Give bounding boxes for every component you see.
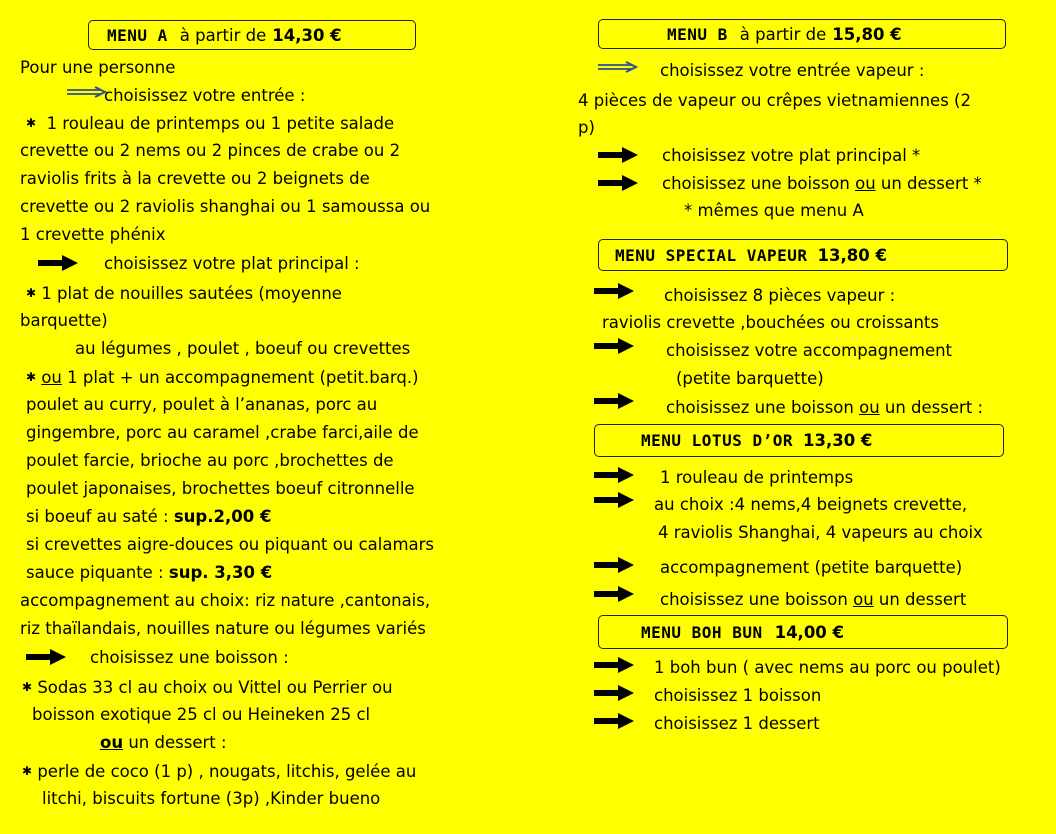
right-arrow-icon [594, 657, 634, 673]
menu-a-plat-line: poulet japonaises, brochettes boeuf citronnelle [26, 479, 415, 498]
menu-b-plat-step: choisissez votre plat principal * [662, 146, 921, 165]
menu-bohbun-item: choisissez 1 boisson [654, 686, 822, 705]
menu-lotus-item: accompagnement (petite barquette) [660, 558, 963, 577]
menu-a-supplement-price: sup.2,00 € [173, 507, 272, 526]
menu-lotus-item: au choix :4 nems,4 beignets crevette, [654, 495, 968, 514]
menu-a-dessert-line: perle de coco (1 p) , nougats, litchis, gelée au [37, 762, 417, 781]
menu-lotus-item: un dessert [873, 590, 967, 609]
menu-a-plat-ou: ou [41, 368, 62, 387]
menu-b-entree-step: choisissez votre entrée vapeur : [660, 61, 925, 80]
right-arrow-icon [594, 492, 634, 508]
menu-lotus-price: 13,30 € [803, 431, 873, 450]
menu-bohbun-price: 14,00 € [774, 622, 845, 642]
menu-a-plat-line: au légumes , poulet , boeuf ou crevettes [75, 339, 411, 358]
asterisk-bullet-icon: ✱ [22, 764, 33, 778]
menu-a-header [88, 20, 416, 50]
menu-a-accomp-line: accompagnement au choix: riz nature ,cantonais, [20, 591, 431, 610]
menu-vapeur-step: choisissez votre accompagnement [666, 341, 953, 360]
menu-b-note: * mêmes que menu A [684, 201, 864, 220]
menu-b-boisson-ou: ou [855, 174, 876, 193]
right-arrow-icon [594, 586, 634, 602]
right-arrow-icon [594, 338, 634, 354]
menu-bohbun-title: MENU BOH BUN [641, 622, 763, 642]
right-arrow-icon [594, 557, 634, 573]
asterisk-bullet-icon: ✱ [26, 286, 37, 300]
menu-a-supplement-label: si boeuf au saté : [26, 507, 174, 526]
menu-a-supplement-price: sup. 3,30 € [168, 563, 273, 582]
menu-bohbun-item: choisissez 1 dessert [654, 714, 820, 733]
right-arrow-icon [594, 393, 634, 409]
menu-a-plat-line: poulet au curry, poulet à l’ananas, porc au [26, 395, 378, 414]
menu-vapeur-ou: ou [859, 398, 880, 417]
menu-lotus-title: MENU LOTUS D’OR [641, 431, 793, 450]
menu-lotus-item: choisissez une boisson [660, 590, 854, 609]
menu-b-boisson-step: choisissez une boisson [662, 174, 856, 193]
menu-b-entree-line: 4 pièces de vapeur ou crêpes vietnamiennes (2 [578, 91, 971, 110]
menu-a-plat-line: 1 plat + un accompagnement (petit.barq.) [61, 368, 419, 387]
menu-a-title: MENU A [107, 25, 168, 45]
menu-vapeur-step: choisissez 8 pièces vapeur : [664, 286, 896, 305]
menu-b-header [598, 19, 1006, 49]
asterisk-bullet-icon: ✱ [26, 370, 37, 384]
menu-lotus-item: 4 raviolis Shanghai, 4 vapeurs au choix [658, 523, 983, 542]
menu-vapeur-detail: raviolis crevette ,bouchées ou croissants [602, 313, 939, 332]
menu-b-title: MENU B [667, 24, 728, 44]
menu-a-boisson-line: Sodas 33 cl au choix ou Vittel ou Perrier ou [37, 678, 393, 697]
right-arrow-icon [67, 86, 107, 98]
asterisk-bullet-icon: ✱ [22, 680, 33, 694]
menu-a-plat-step: choisissez votre plat principal : [104, 254, 360, 273]
asterisk-bullet-icon: ✱ [26, 116, 37, 130]
menu-a-entree-line: raviolis frits à la crevette ou 2 beignets de [20, 169, 370, 188]
menu-a-dessert-step: un dessert : [123, 733, 227, 752]
menu-a-entree-line: 1 rouleau de printemps ou 1 petite salade [46, 114, 395, 133]
menu-a-per-person: Pour une personne [20, 58, 176, 77]
menu-a-plat-line: 1 plat de nouilles sautées (moyenne [41, 284, 342, 303]
right-arrow-icon [594, 713, 634, 729]
menu-a-price: 14,30 € [272, 25, 342, 45]
menu-a-dessert-line: litchi, biscuits fortune (3p) ,Kinder bueno [42, 789, 381, 808]
menu-lotus-item: 1 rouleau de printemps [660, 468, 854, 487]
menu-vapeur-title: MENU SPECIAL VAPEUR [615, 245, 808, 265]
menu-a-entree-step: choisissez votre entrée : [104, 86, 306, 105]
right-arrow-icon [598, 175, 638, 191]
menu-a-entree-line: 1 crevette phénix [20, 225, 166, 244]
menu-vapeur-step: un dessert : [879, 398, 984, 417]
right-arrow-icon [594, 283, 634, 299]
menu-a-boisson-step: choisissez une boisson : [90, 648, 289, 667]
menu-bohbun-item: 1 boh bun ( avec nems au porc ou poulet) [654, 658, 1001, 677]
menu-lotus-header [594, 424, 1004, 457]
menu-lotus-ou: ou [853, 590, 874, 609]
menu-vapeur-detail: (petite barquette) [676, 369, 824, 388]
menu-a-plat-line: barquette) [20, 311, 108, 330]
menu-b-price: 15,80 € [832, 24, 902, 44]
menu-a-entree-line: crevette ou 2 nems ou 2 pinces de crabe ou 2 [20, 141, 401, 160]
menu-vapeur-price: 13,80 € [817, 245, 887, 265]
right-arrow-icon [26, 649, 66, 665]
menu-vapeur-header [598, 239, 1008, 271]
right-arrow-icon [594, 685, 634, 701]
menu-b-entree-line: p) [578, 118, 595, 137]
right-arrow-icon [598, 147, 638, 163]
menu-a-plat-line: poulet farcie, brioche au porc ,brochettes de [26, 451, 394, 470]
menu-a-boisson-line: boisson exotique 25 cl ou Heineken 25 cl [32, 705, 371, 724]
menu-a-price-prefix: à partir de [179, 25, 267, 45]
menu-vapeur-step: choisissez une boisson [666, 398, 860, 417]
menu-a-supplement-line: si crevettes aigre-douces ou piquant ou calamars [26, 535, 435, 554]
menu-b-price-prefix: à partir de [739, 24, 827, 44]
menu-a-entree-line: crevette ou 2 raviolis shanghai ou 1 samoussa ou [20, 197, 431, 216]
menu-a-dessert-ou: ou [100, 733, 124, 752]
right-arrow-icon [598, 61, 638, 73]
menu-a-accomp-line: riz thaïlandais, nouilles nature ou légumes variés [20, 619, 426, 638]
right-arrow-icon [38, 255, 78, 271]
menu-a-supplement-label: sauce piquante : [26, 563, 169, 582]
menu-bohbun-header [598, 615, 1008, 649]
menu-a-plat-line: gingembre, porc au caramel ,crabe farci,aile de [26, 423, 419, 442]
right-arrow-icon [594, 467, 634, 483]
menu-b-dessert-step: un dessert * [875, 174, 982, 193]
